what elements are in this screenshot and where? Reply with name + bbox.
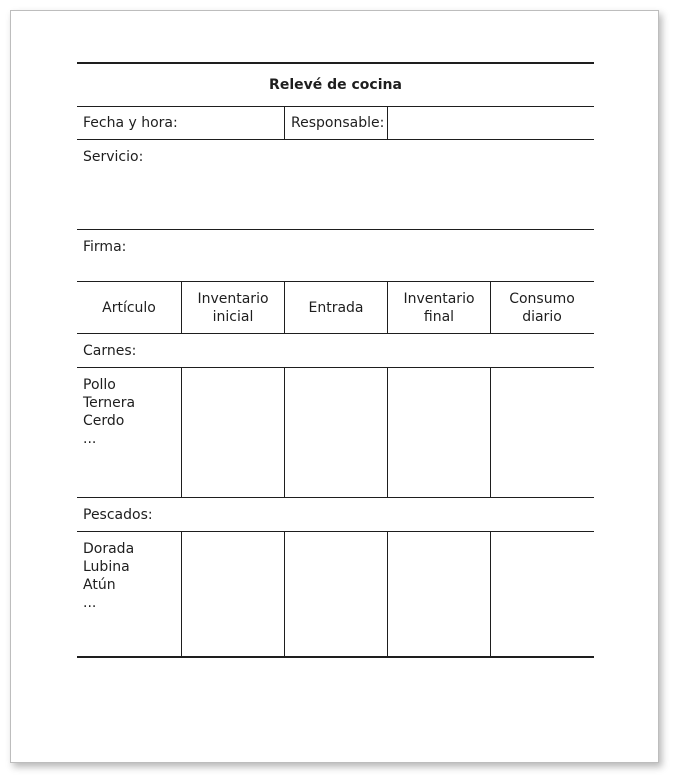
entry-cell[interactable] bbox=[284, 532, 387, 656]
list-item: Pollo bbox=[83, 377, 116, 393]
column-header-article: Artículo bbox=[102, 299, 156, 316]
column-header-daily-consumption: Consumo diario bbox=[490, 282, 593, 333]
form-title: Relevé de cocina bbox=[269, 77, 402, 93]
date-responsible-row bbox=[77, 107, 594, 139]
document-page bbox=[10, 10, 659, 763]
list-item: ... bbox=[83, 431, 97, 447]
entry-cell[interactable] bbox=[284, 368, 387, 497]
responsible-label-cell bbox=[284, 107, 387, 139]
daily-consumption-cell[interactable] bbox=[490, 368, 593, 497]
service-label: Servicio: bbox=[83, 149, 144, 165]
final-inventory-cell[interactable] bbox=[387, 368, 490, 497]
list-item: Dorada bbox=[83, 541, 135, 557]
final-inventory-cell[interactable] bbox=[387, 532, 490, 656]
column-header-row bbox=[77, 282, 594, 333]
signature-field[interactable] bbox=[77, 230, 594, 281]
responsible-label: Responsable: bbox=[291, 115, 385, 131]
item-list bbox=[77, 532, 181, 656]
item-list bbox=[77, 368, 181, 497]
kitchen-form bbox=[77, 62, 594, 658]
column-header-final-inventory: Inventario final bbox=[387, 282, 490, 333]
column-header-entry: Entrada bbox=[284, 282, 387, 333]
responsible-field[interactable] bbox=[387, 107, 594, 139]
list-item: Cerdo bbox=[83, 413, 125, 429]
service-field[interactable] bbox=[77, 140, 594, 229]
list-item: Atún bbox=[83, 577, 116, 593]
date-label: Fecha y hora: bbox=[83, 115, 178, 131]
group-label-fish: Pescados: bbox=[83, 506, 153, 523]
group-items-fish bbox=[77, 532, 594, 656]
list-item: Ternera bbox=[83, 395, 136, 411]
column-header-initial-inventory: Inventario inicial bbox=[181, 282, 284, 333]
list-item: Lubina bbox=[83, 559, 130, 575]
bottom-rule bbox=[77, 656, 594, 658]
daily-consumption-cell[interactable] bbox=[490, 532, 593, 656]
list-item: ... bbox=[83, 595, 97, 611]
initial-inventory-cell[interactable] bbox=[181, 368, 284, 497]
group-items-meats bbox=[77, 368, 594, 497]
signature-label: Firma: bbox=[83, 239, 127, 255]
initial-inventory-cell[interactable] bbox=[181, 532, 284, 656]
group-label-meats: Carnes: bbox=[83, 342, 137, 359]
date-field[interactable] bbox=[77, 107, 284, 139]
